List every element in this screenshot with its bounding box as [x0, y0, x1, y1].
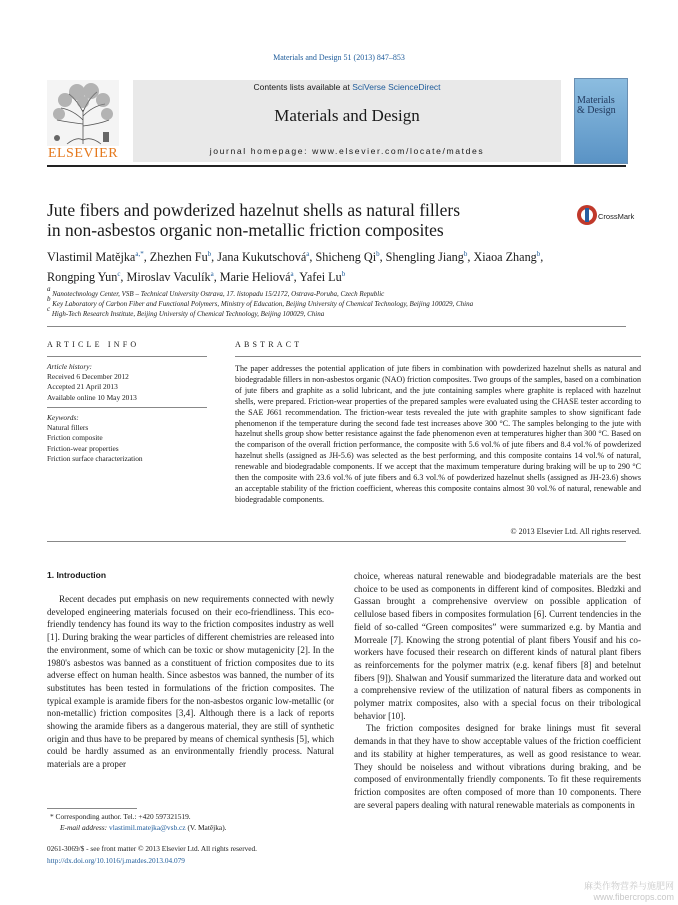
author-affiliation-mark[interactable]: a — [306, 250, 310, 258]
abstract-rule — [235, 356, 641, 357]
bottom-info — [47, 843, 347, 866]
body-rule — [47, 541, 626, 542]
body-column-right — [354, 570, 641, 811]
cover-title-line1: Materials — [577, 95, 615, 106]
corresponding-author: * Corresponding author. Tel.: +420 597321519. — [50, 812, 191, 821]
crossmark-label[interactable]: CrossMark — [598, 212, 635, 221]
authors-line-1: Vlastimil Matějka$^{a,*}$, Zhezhen Fu$^b$, Jana Kukutschová$^a$, Shicheng Qi$^b$, Shengling Jiang$^b$, Xiaoa Zhang$^b$, — [47, 250, 544, 264]
affil-mark: b — [47, 295, 51, 303]
author-name: Shicheng Qi — [315, 250, 377, 264]
journal-name: Materials and Design — [274, 106, 420, 125]
abstract-text: The paper addresses the potential application of jute fibers in combination with powderized hazelnut shells as natural and biodegradable fillers in non-asbestos organic (NAO) friction composites. Two groups of the samples, based on a combination of jute fibers and graphite as a solid lubricant, and the jute containing samples where graphite is replaced with hazelnut shells, were prepared. Friction-wear properties of the prepared samples were evaluated using the CHASE tester according to the SAE J661 recommendation. The friction-wear tests revealed the jute with graphite samples to show significant fade phenomenon if the temperature during the second fade test increases above 300 °C. The samples belonging to the jute with hazelnut shells group show better resistance against the fade phenomenon even at temperatures higher than 300 °C. Based on the comparison of the overall friction performance, the composite with 5.6 vol.% of jute fibers and 8.4 vol.% of powderized hazelnut shells (assigned as JH-5.6) was selected as the best performing, and this composite contains 14 vol.% of natural, renewable and biodegradable components. If we accept that the maximum temperature during braking will be up to 290 °C then the composite with 23.6 vol.% of jute fibers and 6.3 vol.% of powderized hazelnut shells (assigned as JH-23.6) shows an acceptable stability of the friction coefficient, whereas this composite contains almost 30 vol.% of natural, renewable and biodegradable components. — [235, 364, 641, 504]
contents-available — [133, 82, 561, 92]
author-affiliation-mark[interactable]: b — [207, 250, 212, 258]
author-name: Marie Heliová — [219, 270, 291, 284]
history-label: Article history: — [47, 362, 92, 371]
paragraph: choice, whereas natural renewable and biodegradable materials are the best choice to be used as components in different kind of composites. Bledzki and Gassan brought a comprehensive overview on possible application of cellulose based fibers in composites formulation [6]. Current tendencies in the field of so-called “Green composites” were summarized e.g. by Mantia and Morreale [7]. Knowing the strong potential of plant fibers Yousif and his co-workers have focused their research on different kinds of natural plant fibers as reinforcements for the polymer matrix (e.g. kenaf fibers [8] and betelnut fibers [9]). Shalwan and Yousif summarized the literature data and worked out a comprehensive review of the utilization of natural fibers as components in polymer matrix composites, also with a special focus on their tribological behavior [10]. — [354, 571, 641, 721]
history-received: Received 6 December 2012 — [47, 372, 129, 382]
affiliation-c — [47, 305, 637, 318]
cover-title-line2: & Design — [577, 105, 616, 116]
article-info-heading: ARTICLE INFO — [47, 340, 140, 349]
info-rule — [47, 407, 207, 408]
author-affiliation-mark[interactable]: b — [463, 250, 468, 258]
author-name: Zhezhen Fu — [149, 250, 208, 264]
author-affiliation-mark[interactable]: a — [290, 270, 294, 278]
affil-text: Nanotechnology Center, VSB – Technical University Ostrava, 17. listopadu 15/2172, Ostrava-Poruba, Czech Republic — [52, 290, 385, 298]
author-name: Miroslav Vaculík — [126, 270, 211, 284]
author-affiliation-mark[interactable]: c — [117, 270, 121, 278]
article-title — [47, 200, 567, 240]
cover-title — [577, 96, 625, 116]
issn-line: 0261-3069/$ - see front matter © 2013 Elsevier Ltd. All rights reserved. — [47, 844, 258, 853]
abstract-copyright: © 2013 Elsevier Ltd. All rights reserved. — [510, 527, 641, 536]
author-affiliation-mark[interactable]: b — [341, 270, 346, 278]
author-name: Jana Kukutschová — [217, 250, 307, 264]
author-name: Rongping Yun — [47, 270, 118, 284]
keywords — [47, 413, 207, 464]
history-online: Available online 10 May 2013 — [47, 392, 137, 402]
email-link[interactable]: vlastimil.matejka@vsb.cz — [109, 823, 186, 832]
affil-text: Key Laboratory of Carbon Fiber and Functional Polymers, Ministry of Education, Beijing University of Chemical Technology, Beijing 100029, China — [52, 300, 474, 308]
section-heading-introduction: 1. Introduction — [47, 570, 107, 580]
author-affiliation-mark[interactable]: b — [376, 250, 380, 258]
header-rule — [47, 165, 626, 167]
author-affiliation-mark[interactable]: a — [210, 270, 214, 278]
affil-mark: a — [47, 285, 51, 293]
paragraph: The friction composites designed for brake linings must fit several demands in that they have to show acceptable values of the friction coefficient and its stability at higher temperatures, as well as good resistance to wear. They should be noiseless and without vibrations during braking, and be composed of environmentally friendly components. To fit these requirements friction composites are often composed of more than 10 components. There are several papers dealing with natural renewable materials as components in — [354, 723, 641, 810]
keyword: Friction composite — [47, 433, 103, 443]
body-column-left — [47, 593, 334, 771]
watermark: 麻类作物营养与施肥网 www.fibercrops.com — [583, 881, 674, 902]
affil-text: High-Tech Research Institute, Beijing University of Chemical Technology, Beijing 100029, China — [51, 310, 325, 318]
journal-reference[interactable]: Materials and Design 51 (2013) 847–853 — [273, 53, 405, 62]
keywords-label: Keywords: — [47, 413, 79, 422]
sciencedirect-link[interactable]: SciVerse ScienceDirect — [352, 82, 441, 92]
author-affiliation-mark[interactable]: b — [536, 250, 541, 258]
author-list — [47, 246, 637, 286]
email-suffix: (V. Matějka). — [185, 823, 227, 832]
author-name: Yafei Lu — [299, 270, 342, 284]
section-rule — [47, 326, 626, 327]
keyword: Natural fillers — [47, 423, 89, 433]
info-rule — [47, 356, 207, 357]
footnote — [50, 811, 330, 833]
journal-homepage[interactable]: journal homepage: www.elsevier.com/locate/matdes — [209, 146, 485, 156]
title-line-2: in non-asbestos organic non-metallic friction composites — [47, 220, 444, 240]
journal-cover-image — [574, 78, 628, 164]
contents-prefix: Contents lists available at — [253, 82, 353, 92]
author-name: Xiaoa Zhang — [473, 250, 537, 264]
abstract-heading: ABSTRACT — [235, 340, 303, 349]
keyword: Friction-wear properties — [47, 443, 119, 453]
article-history — [47, 362, 207, 403]
author-name: Shengling Jiang — [385, 250, 464, 264]
author-name: Vlastimil Matějka — [47, 250, 136, 264]
footnote-rule — [47, 808, 137, 809]
authors-line-2: Rongping Yun$^c$, Miroslav Vaculík$^a$, Marie Heliová$^a$, Yafei Lu$^b$ — [47, 270, 346, 284]
affil-mark: c — [47, 305, 51, 313]
title-line-1: Jute fibers and powderized hazelnut shells as natural fillers — [47, 200, 461, 220]
publisher-wordmark: ELSEVIER — [47, 146, 119, 161]
keyword: Friction surface characterization — [47, 453, 143, 463]
paragraph: Recent decades put emphasis on new requirements connected with newly developed engineering materials focused on their eco-friendliness. This eco-friendly tendency has found its way to the friction composites industry as well [1]. During braking the wear particles of different chemistries are released into the environment, some of which can be toxic or show mutagenicity [2]. In the 1980's asbestos was banned as a constituent of friction composites due to its adverse effect on human health. Since asbestos was banned, the number of its substitutes has been tested in formulations of the friction composites. The typical example is aramide fibers for the non-asbestos organic low-metallic (or non-metallic) friction composites [3,4]. Although there is a lack of reports showing the aramide fibers as a dangerous material, they are still of synthetic origin and thus have to be prepared by means of chemical synthesis [5], which could be hardly assumed as an environmentally friendly process. Natural materials are a proper — [47, 594, 334, 770]
history-accepted: Accepted 21 April 2013 — [47, 382, 118, 392]
author-affiliation-mark[interactable]: a,* — [135, 250, 144, 258]
doi-link[interactable]: http://dx.doi.org/10.1016/j.matdes.2013.04.079 — [47, 855, 185, 865]
email-label: E-mail address: — [60, 823, 109, 832]
